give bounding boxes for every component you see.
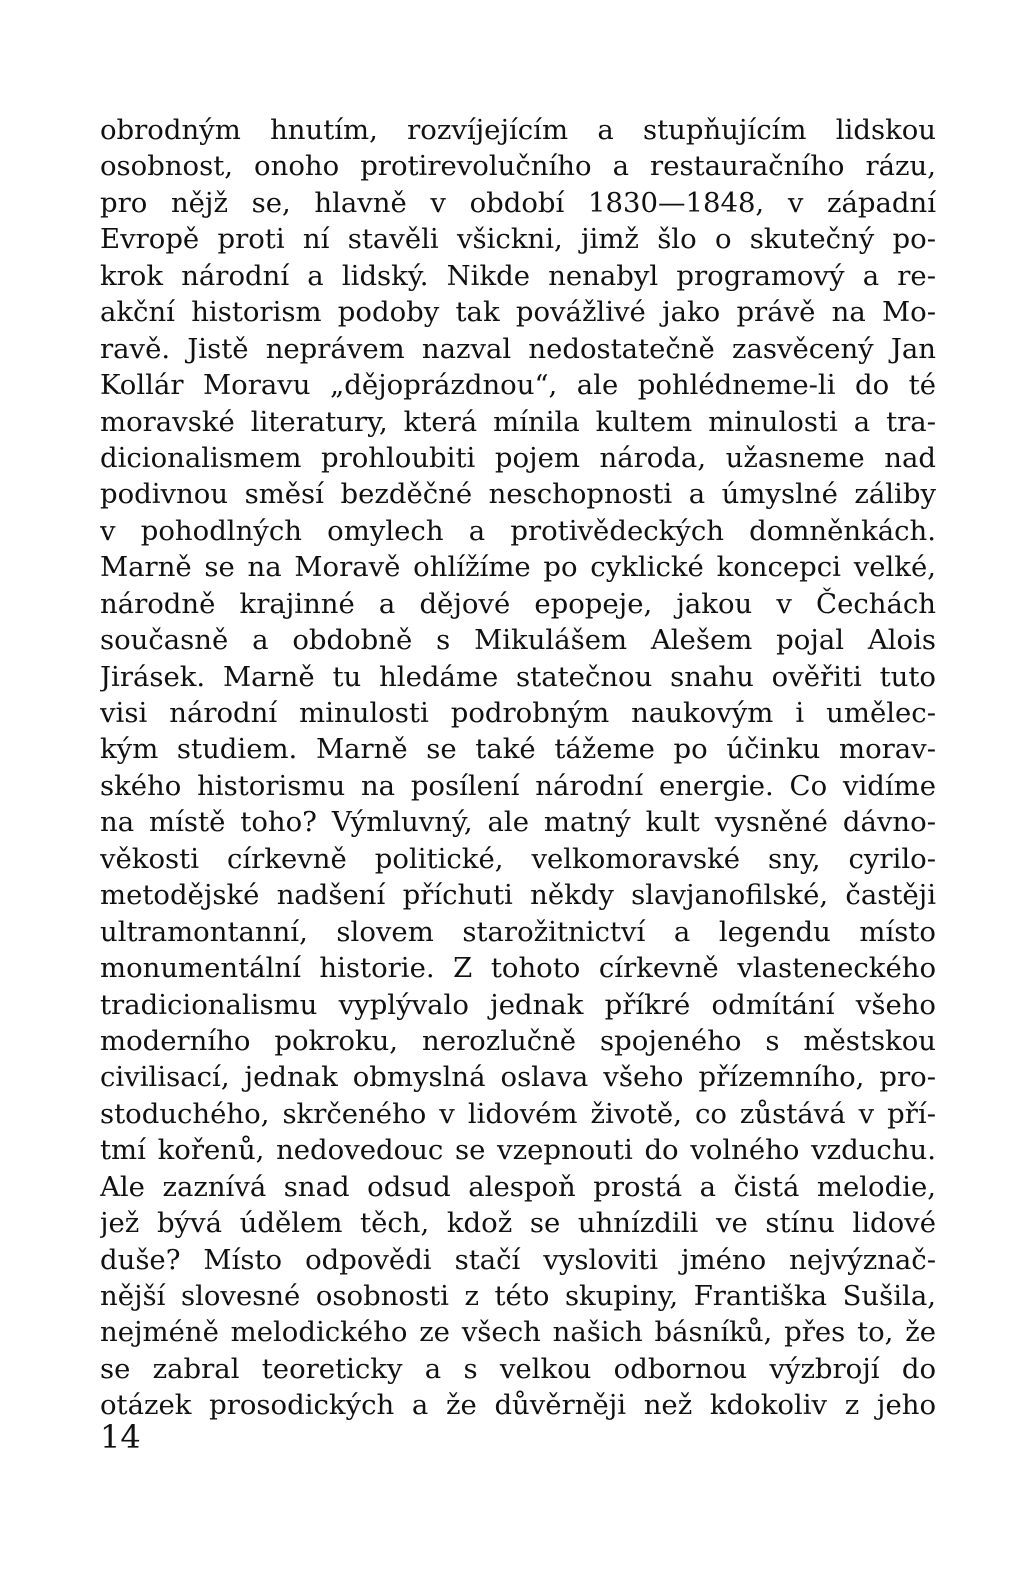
text-line: národně krajinné a dějové epopeje, jakou v Čechách — [100, 587, 936, 620]
body-text — [100, 112, 936, 1424]
text-line: moravské literatury, která mínila kultem minulosti a tra- — [100, 405, 936, 438]
text-line: visi národní minulosti podrobným naukovým i umělec- — [100, 697, 936, 729]
text-line: ského historismu na posílení národní energie. Co vidíme — [100, 769, 936, 802]
text-line: nejméně melodického ze všech našich básníků, přes to, že — [100, 1316, 936, 1349]
text-line: kým studiem. Marně se také tážeme po účinku morav- — [100, 733, 936, 766]
text-line: otázek prosodických a že důvěrněji než kdokoliv z jeho — [100, 1389, 936, 1422]
text-line: na místě toho? Výmluvný, ale matný kult vysněné dávno- — [100, 806, 936, 839]
text-line: stoduchého, skrčeného v lidovém životě, co zůstává v pří- — [100, 1097, 936, 1130]
text-line: monumentální historie. Z tohoto církevně vlasteneckého — [100, 952, 936, 985]
text-line: ultramontanní, slovem starožitnictví a legendu místo — [100, 915, 936, 948]
text-line: Jirásek. Marně tu hledáme statečnou snahu ověřiti tuto — [100, 660, 936, 693]
text-line: věkosti církevně politické, velkomoravské sny, cyrilo- — [100, 842, 936, 875]
text-line: pro nějž se, hlavně v období 1830—1848, v západní — [100, 186, 936, 219]
text-line: podivnou směsí bezděčné neschopnosti a úmyslné záliby — [100, 478, 936, 511]
text-line: osobnost, onoho protirevolučního a restauračního rázu, — [100, 150, 936, 183]
text-line: Ale zaznívá snad odsud alespoň prostá a čistá melodie, — [100, 1170, 936, 1203]
text-line: Marně se na Moravě ohlížíme po cyklické koncepci velké, — [100, 551, 936, 584]
text-line: duše? Místo odpovědi stačí vysloviti jméno nejvýznač- — [100, 1243, 936, 1276]
text-line: Evropě proti ní stavěli všickni, jimž šlo o skutečný po- — [100, 223, 936, 256]
text-line: metodějské nadšení příchuti někdy slavjanofilské, častěji — [100, 879, 936, 912]
text-line: tradicionalismu vyplývalo jednak příkré odmítání všeho — [100, 988, 936, 1021]
text-line: se zabral teoreticky a s velkou odbornou výzbrojí do — [100, 1352, 936, 1385]
text-line: dicionalismem prohloubiti pojem národa, užasneme nad — [100, 441, 936, 474]
text-line: Kollár Moravu „dějoprázdnou“, ale pohlédneme-li do té — [100, 369, 936, 402]
text-line: akční historism podoby tak povážlivé jako právě na Mo- — [100, 296, 936, 329]
text-line: jež bývá údělem těch, kdož se uhnízdili ve stínu lidové — [100, 1207, 936, 1240]
text-line: ravě. Jistě neprávem nazval nedostatečně zasvěcený Jan — [100, 332, 936, 365]
text-line: v pohodlných omylech a protivědeckých domněnkách. — [100, 514, 936, 547]
text-line: tmí kořenů, nedovedouc se vzepnouti do volného vzduchu. — [100, 1134, 936, 1167]
page-number: 14 — [100, 1418, 141, 1456]
text-line: obrodným hnutím, rozvíjejícím a stupňujícím lidskou — [100, 114, 936, 146]
text-line: moderního pokroku, nerozlučně spojeného s městskou — [100, 1024, 936, 1057]
text-line: krok národní a lidský. Nikde nenabyl programový a re- — [100, 259, 936, 292]
text-line: civilisací, jednak obmyslná oslava všeho přízemního, pro- — [100, 1061, 936, 1094]
text-line: nější slovesné osobnosti z této skupiny, Františka Sušila, — [100, 1280, 936, 1312]
text-line: současně a obdobně s Mikulášem Alešem pojal Alois — [100, 624, 936, 657]
